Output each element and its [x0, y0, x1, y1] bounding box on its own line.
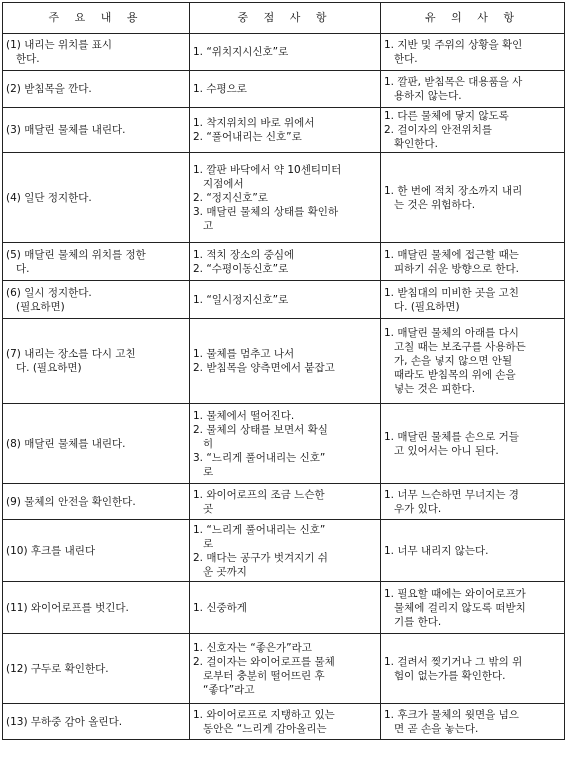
cell-line: 고 — [193, 219, 214, 232]
cell-line: 1. “일시정지신호”로 — [193, 293, 289, 306]
cell-line: 다. (필요하면) — [384, 300, 460, 313]
cell-line: (4) 일단 정지한다. — [6, 191, 92, 204]
cell-line: 2. “수평이동신호”로 — [193, 262, 289, 275]
cell-line: 기를 한다. — [384, 615, 442, 628]
header-main-content: 주 요 내 용 — [3, 3, 190, 34]
table-row — [3, 582, 565, 634]
key-points-cell — [190, 520, 381, 582]
cautions-cell — [381, 520, 565, 582]
cell-line: “좋다”라고 — [193, 683, 255, 696]
main-content-cell — [3, 704, 190, 740]
cell-line: 확인한다. — [384, 138, 438, 150]
main-content-cell — [3, 153, 190, 243]
cell-line: (6) 일시 정지한다. — [6, 286, 92, 299]
table-row — [3, 71, 565, 108]
cell-line: 1. 받침대의 미비한 곳을 고친 — [384, 286, 519, 299]
cell-line: 1. “위치지시신호”로 — [193, 46, 289, 58]
key-points-cell — [190, 484, 381, 520]
cell-line: 고칠 때는 보조구를 사용하든 — [384, 341, 526, 353]
cell-line: 1. 신호자는 “좋은가”라고 — [193, 641, 312, 654]
main-content-cell — [3, 281, 190, 319]
cell-line: 3. 매달린 물체의 상태를 확인하 — [193, 205, 339, 218]
cell-line: 1. 와이어로프로 지탱하고 있는 — [193, 708, 335, 721]
cell-line: 로 — [193, 465, 214, 478]
main-content-cell — [3, 319, 190, 404]
cell-line: 한다. — [384, 53, 418, 65]
key-points-cell — [190, 634, 381, 704]
main-content-cell — [3, 582, 190, 634]
cell-line: 1. 착지위치의 바로 위에서 — [193, 117, 315, 129]
cell-line: 한다. — [6, 53, 40, 65]
cell-line: 1. 와이어로프의 조금 느슨한 — [193, 488, 325, 501]
cautions-cell — [381, 704, 565, 740]
table-row — [3, 108, 565, 153]
cell-line: 로부터 충분히 떨어뜨린 후 — [193, 669, 325, 682]
cell-line: 물체에 걸리지 않도록 떠받치 — [384, 601, 526, 614]
cell-line: 1. 걸려서 찢기거나 그 밖의 위 — [384, 655, 523, 668]
cautions-cell — [381, 243, 565, 281]
cell-line: 험이 없는가를 확인한다. — [384, 669, 506, 682]
cell-line: (12) 구두로 확인한다. — [6, 662, 109, 675]
cell-line: (1) 내리는 위치를 표시 — [6, 39, 113, 51]
cell-line: (7) 내리는 장소를 다시 고친 — [6, 348, 136, 360]
table-row — [3, 243, 565, 281]
cell-line: 1. 깔판 바닥에서 약 10센티미터 — [193, 163, 342, 176]
key-points-cell — [190, 153, 381, 243]
table-row — [3, 634, 565, 704]
key-points-cell — [190, 108, 381, 153]
cell-line: 2. 걸이자는 와이어로프를 물체 — [193, 655, 335, 668]
cautions-cell — [381, 281, 565, 319]
cell-line: 1. 깔판, 받침목은 대용품을 사 — [384, 76, 523, 88]
cell-line: 때라도 받침목의 위에 손을 — [384, 369, 516, 381]
cell-line: 2. 매다는 공구가 벗겨지기 쉬 — [193, 551, 328, 564]
cell-line: 지점에서 — [193, 177, 244, 190]
cautions-cell — [381, 153, 565, 243]
cell-line: 는 것은 위험하다. — [384, 198, 476, 211]
cell-line: 1. 매달린 물체의 아래를 다시 — [384, 327, 519, 339]
key-points-cell — [190, 404, 381, 484]
cell-line: 1. 신중하게 — [193, 601, 247, 614]
cautions-cell — [381, 582, 565, 634]
cell-line: 1. 필요할 때에는 와이어로프가 — [384, 587, 526, 600]
key-points-cell — [190, 34, 381, 71]
main-content-cell — [3, 404, 190, 484]
table-row — [3, 484, 565, 520]
cell-line: 2. 물체의 상태를 보면서 확실 — [193, 423, 328, 436]
cell-line: 다. (필요하면) — [6, 362, 82, 374]
key-points-cell — [190, 243, 381, 281]
key-points-cell — [190, 71, 381, 108]
cautions-cell — [381, 319, 565, 404]
table-row — [3, 520, 565, 582]
cell-line: 다. — [6, 262, 30, 275]
header-cautions: 유 의 사 항 — [381, 3, 565, 34]
cautions-cell — [381, 34, 565, 71]
cell-line: 2. “정지신호”로 — [193, 191, 268, 204]
cell-line: 1. 물체를 멈추고 나서 — [193, 348, 295, 360]
cell-line: (11) 와이어로프를 벗긴다. — [6, 601, 129, 614]
cell-line: 동안은 “느리게 감아올리는 — [193, 722, 327, 735]
cell-line: 고 있어서는 아니 된다. — [384, 444, 499, 457]
cell-line: 1. 매달린 물체를 손으로 거들 — [384, 430, 519, 443]
cell-line: 1. 매달린 물체에 접근할 때는 — [384, 248, 519, 261]
cell-line: (5) 매달린 물체의 위치를 정한 — [6, 248, 146, 261]
cautions-cell — [381, 634, 565, 704]
main-content-cell — [3, 634, 190, 704]
key-points-cell — [190, 582, 381, 634]
cell-line: 1. 물체에서 떨어진다. — [193, 409, 295, 422]
key-points-cell — [190, 281, 381, 319]
table-row — [3, 281, 565, 319]
cell-line: (3) 매달린 물체를 내린다. — [6, 124, 126, 136]
cell-line: 히 — [193, 437, 214, 450]
cell-line: 피하기 쉬운 방향으로 한다. — [384, 262, 519, 275]
main-content-cell — [3, 484, 190, 520]
cell-line: 곳 — [193, 502, 214, 515]
cautions-cell — [381, 108, 565, 153]
table-row — [3, 404, 565, 484]
cell-line: (2) 받침목을 깐다. — [6, 83, 92, 95]
key-points-cell — [190, 319, 381, 404]
cell-line: 1. 적치 장소의 중심에 — [193, 248, 295, 261]
cell-line: (8) 매달린 물체를 내린다. — [6, 437, 126, 450]
cell-line: (10) 후크를 내린다 — [6, 544, 96, 557]
table-row — [3, 34, 565, 71]
cell-line: 2. “풀어내리는 신호”로 — [193, 131, 302, 143]
cell-line: 넣는 것은 피한다. — [384, 383, 476, 395]
cautions-cell — [381, 404, 565, 484]
main-content-cell — [3, 108, 190, 153]
cell-line: 3. “느리게 풀어내리는 신호” — [193, 451, 326, 464]
cell-line: 2. 받침목을 양측면에서 붙잡고 — [193, 362, 335, 374]
main-content-cell — [3, 520, 190, 582]
cell-line: 1. “느리게 풀어내리는 신호” — [193, 523, 326, 536]
cell-line: 1. 수평으로 — [193, 83, 247, 95]
cell-line: 면 곧 손을 놓는다. — [384, 722, 479, 735]
table-row — [3, 704, 565, 740]
cell-line: 1. 후크가 물체의 윗면을 넘으 — [384, 708, 519, 721]
table-row — [3, 319, 565, 404]
cautions-cell — [381, 484, 565, 520]
cell-line: 가, 손을 넣지 않으면 안될 — [384, 355, 513, 367]
cell-line: 2. 걸이자의 안전위치를 — [384, 124, 492, 136]
cell-line: 1. 한 번에 적치 장소까지 내리 — [384, 184, 523, 197]
cell-line: (9) 물체의 안전을 확인한다. — [6, 495, 136, 508]
cell-line: (필요하면) — [6, 300, 65, 313]
header-row — [3, 3, 565, 34]
cell-line: 1. 너무 느슨하면 무너지는 경 — [384, 488, 519, 501]
cell-line: (13) 무하중 감아 올린다. — [6, 715, 123, 728]
cautions-cell — [381, 71, 565, 108]
main-content-cell — [3, 243, 190, 281]
cell-line: 용하지 않는다. — [384, 90, 462, 102]
cell-line: 운 곳까지 — [193, 565, 247, 578]
main-content-cell — [3, 34, 190, 71]
key-points-cell — [190, 704, 381, 740]
cell-line: 1. 지반 및 주위의 상황을 확인 — [384, 39, 523, 51]
main-content-cell — [3, 71, 190, 108]
procedure-table — [2, 2, 565, 740]
cell-line: 1. 너무 내리지 않는다. — [384, 544, 489, 557]
cell-line: 우가 있다. — [384, 502, 442, 515]
cell-line: 1. 다른 물체에 닿지 않도록 — [384, 110, 509, 122]
table-row — [3, 153, 565, 243]
cell-line: 로 — [193, 537, 214, 550]
header-key-points: 중 점 사 항 — [190, 3, 381, 34]
